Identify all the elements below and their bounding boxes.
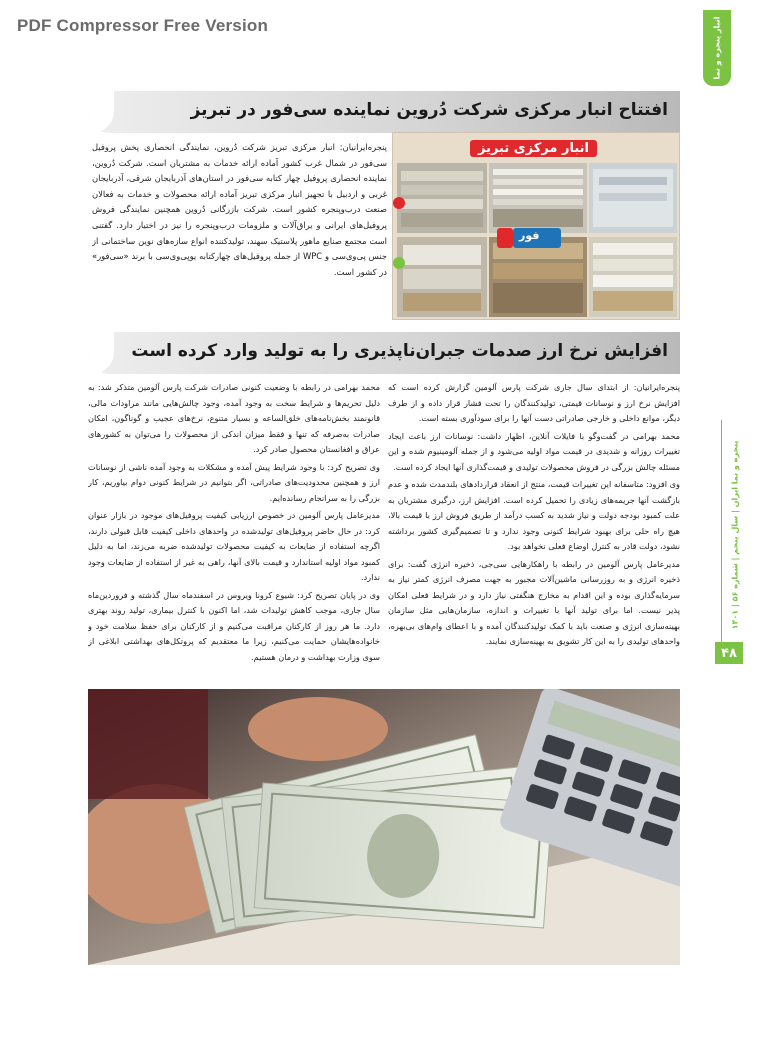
article2-column-right	[388, 380, 680, 680]
paragraph: وی تصریح کرد: با وجود شرایط پیش آمده و مشکلات به وجود آمده ناشی از نوسانات ارز و همچنین محدودیت‌های صادراتی، اگر بتوانیم در شرایط کنونی دوام بیاوریم، کار بزرگی را به سرانجام رسانده‌ایم.	[88, 461, 380, 503]
article1-headline-bar	[88, 91, 680, 133]
paragraph: وی در پایان تصریح کرد: شیوع کرونا ویروس در اسفندماه سال گذشته و فروردین‌ماه سال جاری، موجب کاهش تولیدات شد، اما اکنون با کنترل بیماری، تولید روند بهتری دارد. ما هر روز از کارکنان مراقبت می‌کنیم و از کارکنان برای حفظ سلامت خود و خانواده‌هایشان حمایت می‌کنیم، زیرا ما معتقدیم که پروتکل‌های بهداشتی ابلاغی از سوی وزارت بهداشت و درمان هستیم.	[88, 589, 380, 662]
paragraph: وی افزود: متاسفانه این تغییرات قیمت، منتج از انعقاد قراردادهای بلندمدت شده و عدم بازگشت آنها جریمه‌های زیادی را تحمیل کرده است. افزایش ارز، درگیری مشتریان به علت کمبود بودجه دولت و نیاز شدید به کسب درآمد از طریق فروش ارز با قیمت بالا، هیچ راه حلی برای بهبود شرایط کنونی وجود ندارد و تا تصمیم‌گیری کشور برداشته نشود، دولت قادر به کنترل اوضاع فعلی نخواهد بود.	[388, 479, 680, 551]
running-footer-text: پنجره و نما ایران | سال پنجم | شماره ۵۶ | ۱۴۰۱	[730, 440, 740, 630]
page-number: ۴۸	[715, 642, 743, 664]
money-calculator-photo	[88, 689, 680, 965]
paragraph: مدیرعامل پارس آلومین در رابطه با راهکارهایی سی‌جی، ذخیره انرژی گفت: برای ذخیره انرژی و به روزرسانی ماشین‌آلات مجبور به جهت مصرف انرژی کمتر نیاز به سرمایه‌گذاری بوده و این اقدام به مخارج هنگفتی نیاز دارد و در شرایط فعلی امکان پذیر نیست. اما برای تولید آنها با تغییرات و اندازه، سازمان‌هایی مثل سازمان بهینه‌سازی انرژی و صنعت باید با کمک تولیدکنندگان آمده و با اعطای وام‌های بی‌بهره، واحدهای تولیدی را به این کار تشویق به بهینه‌سازی نمایند.	[388, 558, 680, 646]
section-tab	[703, 10, 731, 86]
paragraph: پنجره‌ایرانیان: از ابتدای سال جاری شرکت پارس آلومین گزارش کرده است که افزایش نرخ ارز و نوسانات قیمتی، تولیدکنندگان را تحت فشار قرار داده و از طرف دیگر، موانع داخلی و خارجی صادراتی دست آنها را برای سودآوری بسته است.	[388, 382, 680, 423]
watermark: PDF Compressor Free Version	[17, 16, 269, 35]
article2-headline-bar	[88, 332, 680, 374]
article1-body: پنجره‌ایرانیان: انبار مرکزی تبریز شرکت دُروین، نمایندگی انحصاری پخش پروفیل سی‌فور در شمال غرب کشور آماده ارائه خدمات به مشتریان است. شرکت دُروین، نماینده انحصاری پروفیل چهار کتابه سی‌فور در استان‌های آذربایجان شرقی، آذربایجان غربی و اردبیل با تجهیز انبار مرکزی تبریز آماده ارائه محصولات و خدمات به فعالان صنعت درب‌وپنجره کشور است. شرکت بازرگانی دُروین همچنین نمایندگی فروش پروفیل‌های ایرانی و یراق‌آلات و ملزومات درب‌وپنجره را نیز در اختیار دارد. گفتنی است مجتمع صنایع ماهور پلاستیک سهند، تولیدکننده انواع سازه‌های نوین ساختمانی از جنس پی‌وی‌سی و WPC از جمله پروفیل‌های چهارکتابه یوپی‌وی‌سی با برند «سی‌فور» در کشور است.	[92, 142, 387, 277]
section-tab-label: انبار پنجره و نما	[712, 16, 722, 80]
side-rule	[721, 420, 722, 650]
article1-headline: افتتاح انبار مرکزی شرکت دُروین نماینده سی‌فور در تبریز	[190, 100, 668, 120]
article2-headline: افزایش نرخ ارز صدمات جبران‌ناپذیری را به تولید وارد کرده است	[131, 341, 668, 361]
warehouse-label: انبار مرکزی تبریز	[470, 140, 597, 157]
warehouse-brand: فور	[519, 229, 540, 242]
article2-column-left	[88, 380, 380, 680]
paragraph: محمد بهرامی در گفت‌وگو با فایلات آنلاین، اظهار داشت: نوسانات ارز باعث ایجاد تغییرات روزانه و شدیدی در قیمت مواد اولیه می‌شود و از جمله آلومینیوم شده و این مسئله چالش بزرگی در فروش محصولات تولیدی و قیمت‌گذاری آنها ایجاد کرده است.	[388, 430, 680, 472]
paragraph: محمد بهرامی در رابطه با وضعیت کنونی صادرات شرکت پارس آلومین متذکر شد: به دلیل تحریم‌ها و شرایط سخت به وجود آمده، وجود چالش‌هایی مانند مراودات مالی، قانونمند بخش‌نامه‌های خلق‌الساعه و بسیار متنوع، نرخ‌های عجیب و گوناگون، امکان صادرات به‌صرفه که تنها و فقط میزان اندکی از محصولات را می‌توان به کشورهای عراق و افغانستان محصول صادر کرد.	[88, 382, 380, 454]
warehouse-photo	[392, 132, 680, 320]
running-footer	[727, 430, 743, 640]
paragraph: مدیرعامل پارس آلومین در خصوص ارزیابی کیفیت پروفیل‌های موجود در بازار عنوان کرد: در حال حاضر پروفیل‌های تولیدشده در واحدهای داخلی کیفیت قابل قبولی دارند، اگرچه استفاده از ضایعات به کیفیت محصولات تولیدشده ضربه می‌زند، اما به دلیل کمبود مواد اولیه استاندارد و قیمت بالای آنها، راهی به غیر از استفاده از ضایعات وجود ندارد.	[88, 510, 380, 582]
